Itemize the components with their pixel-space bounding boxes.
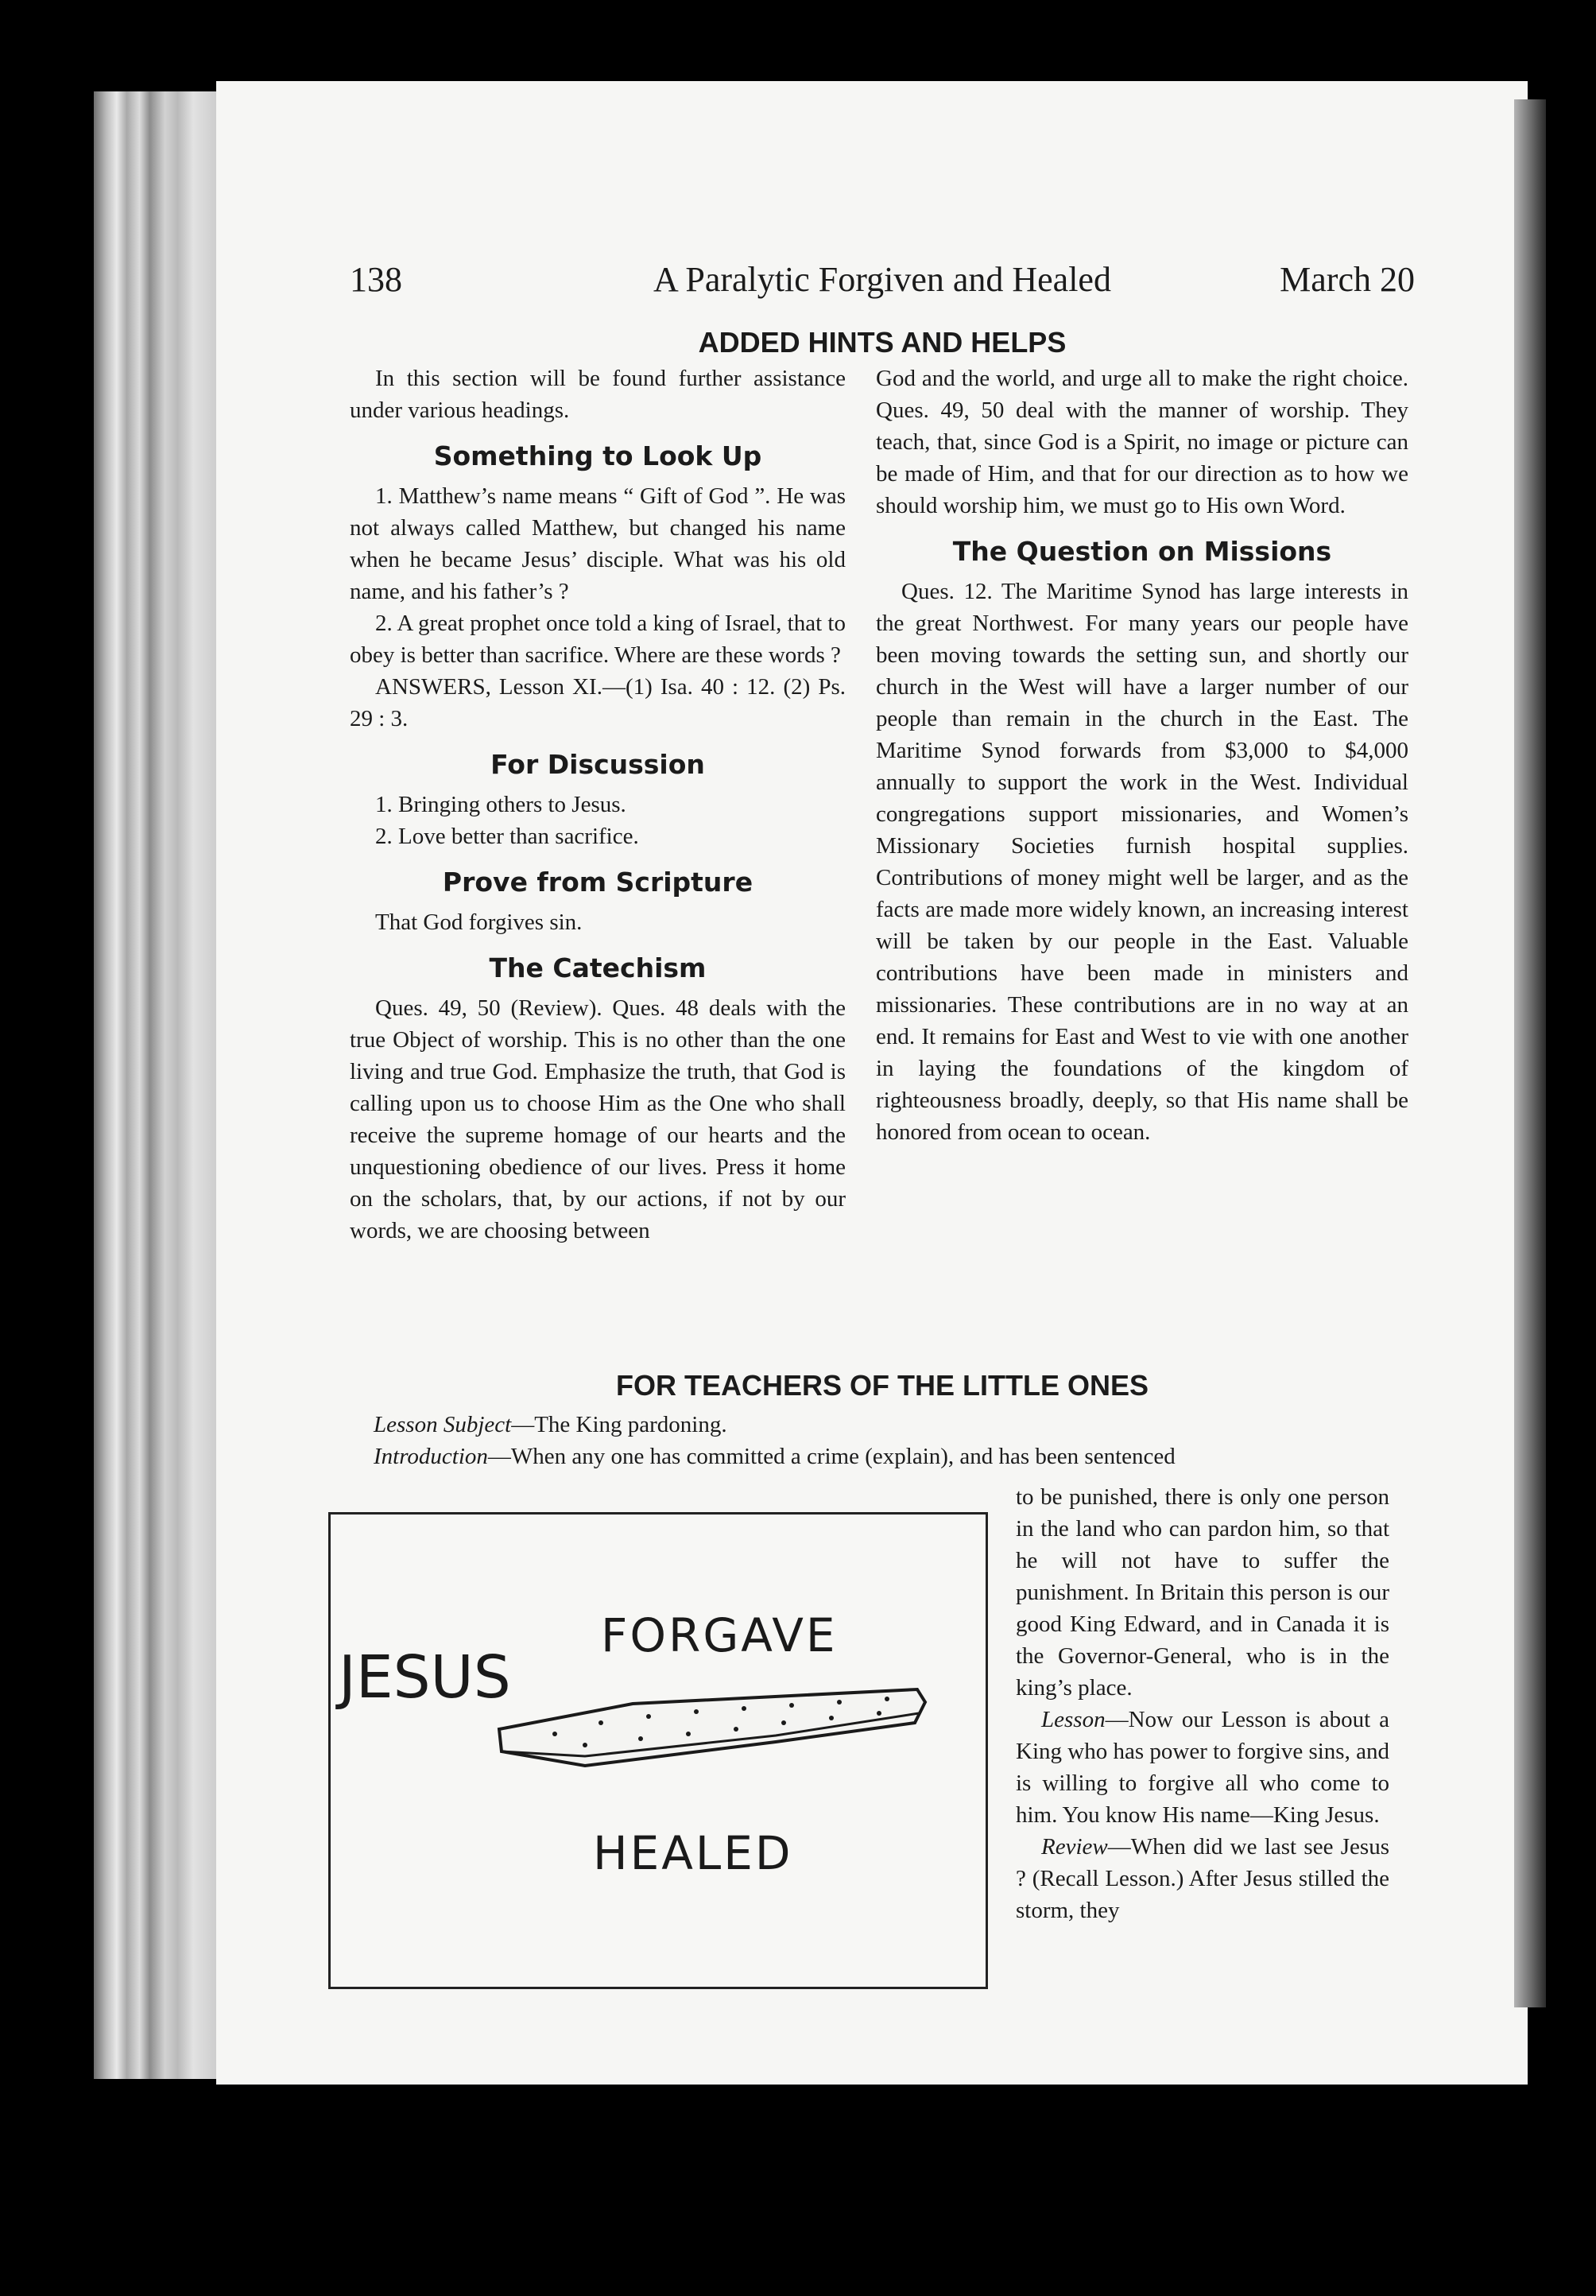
lesson-date: March 20 bbox=[1280, 260, 1415, 299]
page-number: 138 bbox=[350, 260, 402, 299]
illustration-word-healed: HEALED bbox=[593, 1826, 793, 1880]
review-text: —When did we last see Jesus ? (Recall Lesson.) After Jesus stilled the storm, they bbox=[1016, 1834, 1389, 1923]
bed-mat-drawing bbox=[499, 1689, 925, 1766]
little-ones-heading: FOR TEACHERS OF THE LITTLE ONES bbox=[615, 1369, 1149, 1402]
discussion-item: 1. Bringing others to Jesus. bbox=[375, 792, 626, 817]
lesson-label: Lesson bbox=[1041, 1707, 1106, 1732]
little-ones-wrapped-text bbox=[1016, 1481, 1389, 1926]
hints-heading: ADDED HINTS AND HELPS bbox=[698, 326, 1067, 359]
catechism-heading: The Catechism bbox=[489, 952, 707, 983]
lesson-subject-label: Lesson Subject bbox=[374, 1412, 512, 1437]
right-column bbox=[876, 363, 1408, 1148]
introduction-text: —When any one has committed a crime (explain), and has been sentenced bbox=[487, 1444, 1176, 1469]
catechism-continued: God and the world, and urge all to make the right choice. Ques. 49, 50 deal with the manner of worship. They teach, that, since God is a Spirit, no image or picture can be made of Him, and that for our direction as to how we should worship him, we must go to His own Word. bbox=[876, 366, 1408, 518]
look-up-question-2: 2. A great prophet once told a king of Israel, that to obey is better than sacrifice. Where are these words ? bbox=[350, 611, 846, 668]
illustration-drawing bbox=[331, 1515, 986, 1987]
lesson-text: —Now our Lesson is about a King who has power to forgive sins, and is willing to forgive all who come to him. You know His name—King Jesus. bbox=[1016, 1707, 1389, 1828]
introduction-label: Introduction bbox=[374, 1444, 488, 1469]
lesson-subject-line bbox=[374, 1409, 1391, 1472]
page-right-edge-shadow bbox=[1514, 99, 1546, 2007]
discussion-heading: For Discussion bbox=[490, 749, 705, 780]
look-up-heading: Something to Look Up bbox=[433, 440, 762, 471]
introduction-continued: to be punished, there is only one person in the land who can pardon him, so that he will not have to suffer the punishment. In Britain this person is our good King Edward, and in Canada it is the Governor-General, who is in the king’s place. bbox=[1016, 1484, 1389, 1701]
hints-intro: In this section will be found further assistance under various headings. bbox=[350, 366, 846, 423]
blackboard-illustration bbox=[328, 1512, 988, 1989]
discussion-item: 2. Love better than sacrifice. bbox=[375, 824, 639, 849]
review-label: Review bbox=[1041, 1834, 1108, 1860]
missions-heading: The Question on Missions bbox=[952, 536, 1332, 567]
catechism-text: Ques. 49, 50 (Review). Ques. 48 deals with the true Object of worship. This is no other than the one living and true God. Emphasize the truth, that God is calling upon us to choose Him as the One who shall receive the supreme homage of our hearts and the unquestioning obedience of our lives. Press it home on the scholars, that, by our actions, if not by our words, we are choosing between bbox=[350, 995, 846, 1243]
page-title: A Paralytic Forgiven and Healed bbox=[653, 260, 1111, 299]
discussion-list bbox=[350, 789, 846, 852]
answers-text: ANSWERS, Lesson XI.—(1) Isa. 40 : 12. (2) Ps. 29 : 3. bbox=[350, 674, 846, 731]
prove-text: That God forgives sin. bbox=[375, 909, 583, 935]
prove-heading: Prove from Scripture bbox=[442, 867, 753, 898]
book-binding-edge bbox=[94, 91, 221, 2079]
left-column bbox=[350, 363, 846, 1247]
running-header bbox=[350, 259, 1415, 307]
illustration-word-forgave: FORGAVE bbox=[601, 1608, 838, 1662]
lesson-subject-text: —The King pardoning. bbox=[511, 1412, 727, 1437]
illustration-word-jesus: JESUS bbox=[339, 1643, 511, 1712]
missions-text: Ques. 12. The Maritime Synod has large interests in the great Northwest. For many years our people have been moving towards the setting sun, and shortly our church in the West will have a larger number of our people than remain in the church in the East. The Maritime Synod forwards from $3,000 to $4,000 annually to support the work in the West. Individual congregations support missionaries, and Women’s Missionary Societies furnish hospital supplies. Contributions of money might well be larger, and as the facts are made more widely known, an increasing interest will be taken by our people in the East. Valuable contributions have been made in ministers and missionaries. These contributions are in no way at an end. It remains for East and West to vie with one another in laying the foundations of the kingdom of righteousness broadly, deeply, so that His name shall be honored from ocean to ocean. bbox=[876, 579, 1408, 1145]
look-up-question-1: 1. Matthew’s name means “ Gift of God ”. He was not always called Matthew, but changed his name when he became Jesus’ disciple. What was his old name, and his father’s ? bbox=[350, 483, 846, 604]
